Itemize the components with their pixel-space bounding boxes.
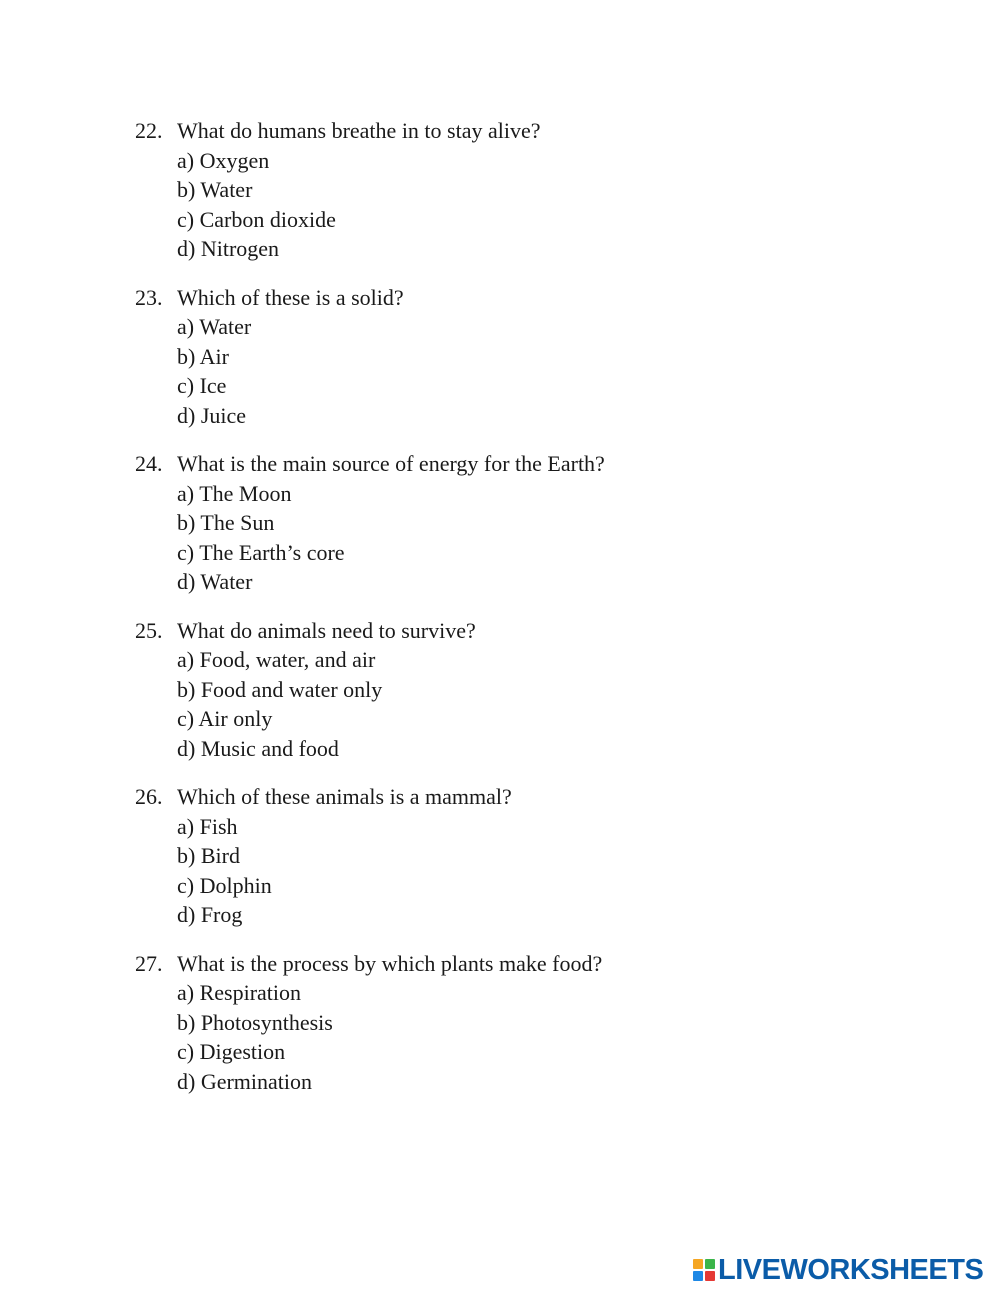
answer-option: a) Respiration (177, 980, 302, 1005)
answer-option: a) Oxygen (177, 147, 270, 173)
question-22 (135, 116, 895, 264)
question-number: 24. (135, 451, 163, 476)
answer-options (135, 146, 895, 264)
answer-options (135, 812, 895, 930)
answer-option: d) Frog (177, 902, 243, 927)
question-27 (135, 949, 895, 1097)
answer-option: d) Water (177, 569, 253, 594)
question-number: 23. (135, 284, 163, 310)
answer-option: a) Water (177, 314, 252, 339)
answer-option: b) Water (177, 177, 253, 202)
question-number: 27. (135, 950, 163, 976)
question-text: Which of these animals is a mammal? (177, 784, 512, 809)
question-25 (135, 616, 895, 764)
answer-option: d) Juice (177, 402, 247, 428)
answer-option: d) Germination (177, 1068, 313, 1094)
block-icon (705, 1271, 715, 1281)
question-23 (135, 283, 895, 431)
answer-options (135, 978, 895, 1096)
answer-option: b) Photosynthesis (177, 1009, 333, 1035)
answer-option: c) Dolphin (177, 872, 272, 898)
worksheet (135, 116, 895, 1115)
answer-option: c) Ice (177, 373, 227, 398)
answer-option: c) Carbon dioxide (177, 206, 336, 232)
question-24 (135, 449, 895, 597)
answer-option: c) Air only (177, 706, 273, 731)
answer-options (135, 312, 895, 430)
answer-option: a) The Moon (177, 480, 292, 506)
question-number: 26. (135, 784, 163, 809)
answer-option: c) The Earth’s core (177, 539, 345, 565)
answer-option: a) Fish (177, 813, 238, 839)
question-text: Which of these is a solid? (177, 284, 404, 310)
block-icon (693, 1259, 703, 1269)
answer-option: c) Digestion (177, 1039, 286, 1064)
answer-option: d) Nitrogen (177, 236, 280, 261)
answer-option: b) Air (177, 343, 229, 369)
answer-option: b) Bird (177, 843, 240, 868)
brand-name: LIVEWORKSHEETS (718, 1254, 984, 1286)
question-text: What is the main source of energy for the Earth? (177, 451, 605, 476)
question-26 (135, 782, 895, 930)
question-number: 25. (135, 617, 163, 643)
question-number: 22. (135, 118, 163, 143)
question-text: What do animals need to survive? (177, 617, 476, 643)
question-text: What do humans breathe in to stay alive? (177, 118, 541, 143)
answer-option: a) Food, water, and air (177, 647, 376, 672)
answer-options (135, 479, 895, 597)
block-icon (705, 1259, 715, 1269)
liveworksheets-logo (693, 1256, 983, 1284)
liveworksheets-blocks-icon (693, 1259, 715, 1281)
answer-option: b) The Sun (177, 510, 275, 535)
answer-options (135, 645, 895, 763)
answer-option: d) Music and food (177, 735, 339, 761)
question-text: What is the process by which plants make food? (177, 950, 603, 976)
answer-option: b) Food and water only (177, 676, 383, 702)
block-icon (693, 1271, 703, 1281)
